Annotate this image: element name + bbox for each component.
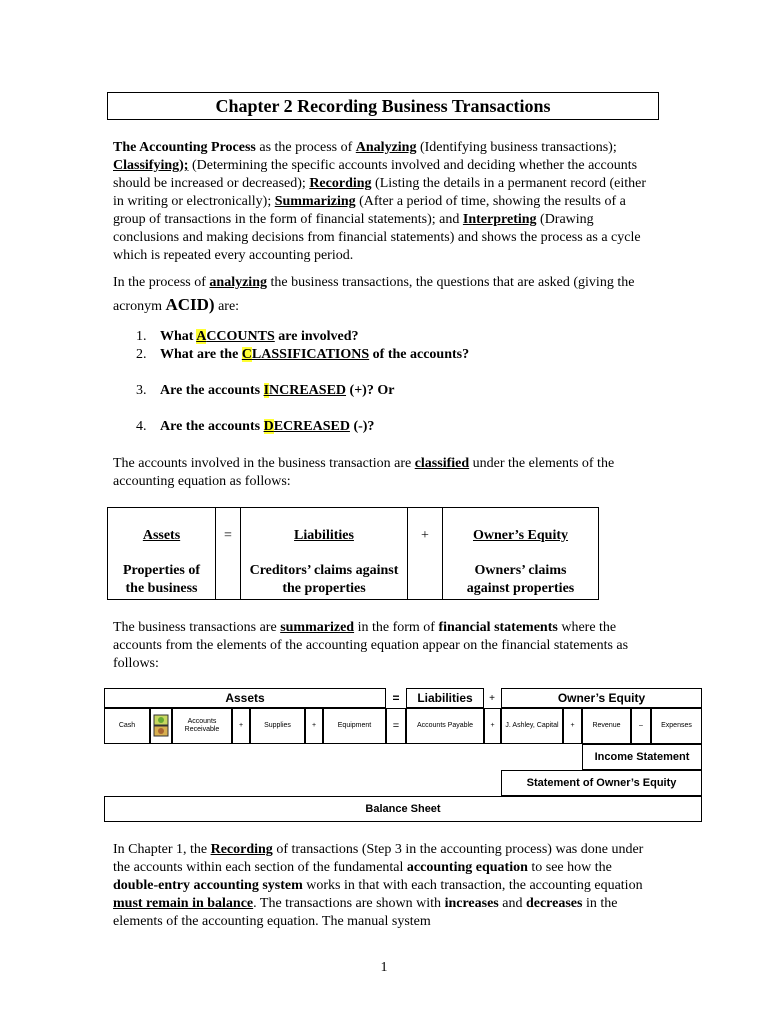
- question-item: 2. What are the CLASSIFICATIONS of the accounts?: [136, 347, 470, 362]
- fs-assets-header: Assets: [104, 688, 386, 708]
- accounting-equation-table: [107, 507, 599, 600]
- para-text: as the process of: [255, 140, 356, 155]
- para-text: (Determining the specific accounts involved and deciding whether the accounts should be increased or decreased);: [113, 158, 638, 191]
- term-classified: classified: [414, 456, 470, 471]
- equals-column: =: [216, 508, 241, 600]
- fs-plus-icon-cell: [150, 708, 172, 744]
- fs-revenue: Revenue: [582, 708, 631, 744]
- recording-paragraph: In Chapter 1, the Recording of transactions (Step 3 in the accounting process) was done under the accounts within each section of the fundamental accounting equation to see how the double-entry accounting system works in that with each transaction, the accounting equation must remain in balance. The transactions are shown with increases and decreases in the elements of the accounting equation. The manual system: [113, 842, 644, 929]
- fs-statement-owners-equity: Statement of Owner’s Equity: [501, 770, 702, 796]
- fs-expenses: Expenses: [651, 708, 702, 744]
- term-interpreting: Interpreting: [462, 212, 537, 227]
- term-analyzing: analyzing: [209, 275, 267, 290]
- owners-equity-column: Owner’s Equity Owners’ claims against properties: [443, 508, 599, 600]
- question-item: 4. Are the accounts DECREASED (-)?: [136, 419, 375, 434]
- page-number: 1: [380, 960, 388, 975]
- fs-owners-equity-header: Owner’s Equity: [501, 688, 702, 708]
- para-text: (Listing the details in a permanent record (either in writing or electronically);: [113, 176, 646, 209]
- para-text: (After a period of time, showing the results of a group of transactions in the form of financial statements); and: [113, 194, 626, 227]
- plus-column: +: [408, 508, 443, 600]
- para-text: are:: [214, 299, 240, 314]
- term-classifying: Classifying);: [113, 158, 189, 173]
- term-must-remain: must remain in balance: [113, 896, 254, 911]
- accounting-process-paragraph: [113, 139, 658, 265]
- fs-plus: +: [232, 708, 250, 744]
- para-text: (Drawing conclusions and making decisions from financial statements) and shows the process as a cycle which is repeated every accounting period.: [113, 212, 641, 263]
- term-recording: Recording: [210, 842, 273, 857]
- fs-balance-sheet: Balance Sheet: [104, 796, 702, 822]
- liabilities-column: Liabilities Creditors’ claims against the properties: [241, 508, 408, 600]
- term-increases: increases: [444, 896, 499, 911]
- assets-column: Assets Properties of the business: [108, 508, 216, 600]
- fs-equals-header: =: [392, 691, 400, 705]
- analyzing-paragraph: [113, 272, 658, 318]
- para-text: In the process of: [113, 275, 210, 290]
- para-text: (Identifying business transactions);: [416, 140, 617, 155]
- term-decreases: decreases: [525, 896, 583, 911]
- fs-plus-header: +: [489, 692, 495, 704]
- term-accounting-process: The Accounting Process: [113, 140, 256, 155]
- term-recording: Recording: [309, 176, 372, 191]
- fs-capital: J. Ashley, Capital: [501, 708, 563, 744]
- fs-equals: =: [386, 708, 406, 744]
- term-acid: ACID): [165, 295, 215, 314]
- summarized-paragraph: The business transactions are summarized in the form of financial statements where the accounts from the elements of the accounting equation appear on the financial statements as follows:: [113, 620, 629, 671]
- term-summarized: summarized: [280, 620, 355, 635]
- fs-accounts-receivable: Accounts Receivable: [172, 708, 232, 744]
- question-item: 3. Are the accounts INCREASED (+)? Or: [136, 383, 395, 398]
- fs-plus: +: [305, 708, 323, 744]
- fs-cash: Cash: [104, 708, 150, 744]
- fs-plus: +: [563, 708, 582, 744]
- fs-income-statement: Income Statement: [582, 744, 702, 770]
- term-analyzing: Analyzing: [355, 140, 417, 155]
- classified-paragraph: The accounts involved in the business transaction are classified under the elements of the accounting equation as follows:: [113, 456, 615, 489]
- fs-minus: –: [631, 708, 651, 744]
- para-text: the business transactions, the questions that are asked (giving the acronym: [113, 275, 635, 314]
- term-accounting-equation: accounting equation: [406, 860, 528, 875]
- term-financial-statements: financial statements: [438, 620, 558, 635]
- term-summarizing: Summarizing: [274, 194, 356, 209]
- term-double-entry: double-entry accounting system: [113, 878, 303, 893]
- question-item: 1. What ACCOUNTS are involved?: [136, 329, 359, 344]
- page-title: Chapter 2 Recording Business Transactions: [107, 92, 659, 120]
- clipart-icon: [152, 713, 170, 739]
- fs-plus: +: [484, 708, 501, 744]
- fs-equipment: Equipment: [323, 708, 386, 744]
- fs-accounts-payable: Accounts Payable: [406, 708, 484, 744]
- fs-supplies: Supplies: [250, 708, 305, 744]
- fs-liabilities-header: Liabilities: [406, 688, 484, 708]
